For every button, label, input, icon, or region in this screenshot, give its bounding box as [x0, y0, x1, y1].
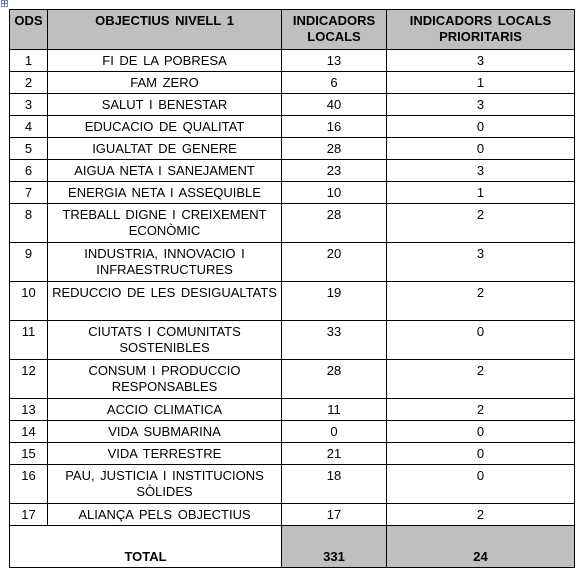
cell-objective: VIDA SUBMARINA: [48, 421, 282, 443]
cell-ods: 4: [10, 116, 48, 138]
cell-ods: 5: [10, 138, 48, 160]
cell-local: 6: [282, 72, 387, 94]
cell-objective: CIUTATS I COMUNITATS SOSTENIBLES: [48, 321, 282, 360]
table-row: [10, 421, 575, 443]
cell-local: 17: [282, 504, 387, 526]
cell-ods: 14: [10, 421, 48, 443]
table-row: [10, 138, 575, 160]
cell-priority: 0: [387, 443, 575, 465]
total-priority: 24: [387, 526, 575, 568]
cell-objective: IGUALTAT DE GENERE: [48, 138, 282, 160]
cell-ods: 6: [10, 160, 48, 182]
cell-priority: 1: [387, 182, 575, 204]
cell-objective: PAU, JUSTICIA I INSTITUCIONS SÒLIDES: [48, 465, 282, 504]
total-row: [10, 526, 575, 568]
header-local-indicators: INDICADORS LOCALS: [282, 10, 387, 50]
cell-local: 23: [282, 160, 387, 182]
cell-ods: 16: [10, 465, 48, 504]
cell-objective: VIDA TERRESTRE: [48, 443, 282, 465]
cell-priority: 2: [387, 282, 575, 321]
cell-objective: ACCIO CLIMATICA: [48, 399, 282, 421]
table-row: [10, 72, 575, 94]
table-row: [10, 399, 575, 421]
table-row: [10, 116, 575, 138]
cell-priority: 0: [387, 421, 575, 443]
cell-local: 28: [282, 138, 387, 160]
cell-local: 0: [282, 421, 387, 443]
cell-priority: 3: [387, 50, 575, 72]
cell-ods: 9: [10, 243, 48, 282]
cell-objective: ENERGIA NETA I ASSEQUIBLE: [48, 182, 282, 204]
table-row: [10, 182, 575, 204]
cell-priority: 3: [387, 94, 575, 116]
cell-local: 19: [282, 282, 387, 321]
cell-ods: 17: [10, 504, 48, 526]
table-row: [10, 204, 575, 243]
cell-priority: 3: [387, 243, 575, 282]
cell-local: 16: [282, 116, 387, 138]
table-row: [10, 321, 575, 360]
cell-priority: 2: [387, 399, 575, 421]
table-body: [10, 50, 575, 526]
table-row: [10, 50, 575, 72]
cell-local: 10: [282, 182, 387, 204]
cell-priority: 0: [387, 465, 575, 504]
total-label: TOTAL: [10, 526, 282, 568]
table-row: [10, 94, 575, 116]
table-row: [10, 160, 575, 182]
cell-objective: REDUCCIO DE LES DESIGUALTATS: [48, 282, 282, 321]
header-priority-indicators: INDICADORS LOCALS PRIORITARIS: [387, 10, 575, 50]
header-objective: OBJECTIUS NIVELL 1: [48, 10, 282, 50]
cell-ods: 15: [10, 443, 48, 465]
cell-priority: 2: [387, 360, 575, 399]
cell-ods: 2: [10, 72, 48, 94]
cell-objective: INDUSTRIA, INNOVACIO I INFRAESTRUCTURES: [48, 243, 282, 282]
ods-indicators-table: [9, 9, 575, 568]
cell-objective: TREBALL DIGNE I CREIXEMENT ECONÒMIC: [48, 204, 282, 243]
total-local: 331: [282, 526, 387, 568]
cell-objective: ALIANÇA PELS OBJECTIUS: [48, 504, 282, 526]
cell-priority: 3: [387, 160, 575, 182]
cell-local: 18: [282, 465, 387, 504]
cell-priority: 2: [387, 204, 575, 243]
cell-priority: 2: [387, 504, 575, 526]
table-header-row: [10, 10, 575, 50]
table-move-handle-icon[interactable]: [1, 0, 8, 7]
cell-objective: SALUT I BENESTAR: [48, 94, 282, 116]
cell-local: 33: [282, 321, 387, 360]
cell-objective: FI DE LA POBRESA: [48, 50, 282, 72]
cell-objective: CONSUM I PRODUCCIO RESPONSABLES: [48, 360, 282, 399]
cell-ods: 7: [10, 182, 48, 204]
cell-ods: 10: [10, 282, 48, 321]
table-row: [10, 360, 575, 399]
cell-local: 11: [282, 399, 387, 421]
cell-priority: 0: [387, 321, 575, 360]
cell-ods: 3: [10, 94, 48, 116]
cell-objective: AIGUA NETA I SANEJAMENT: [48, 160, 282, 182]
cell-ods: 12: [10, 360, 48, 399]
cell-local: 40: [282, 94, 387, 116]
table-row: [10, 504, 575, 526]
cell-ods: 11: [10, 321, 48, 360]
cell-local: 21: [282, 443, 387, 465]
cell-objective: FAM ZERO: [48, 72, 282, 94]
cell-local: 20: [282, 243, 387, 282]
table-row: [10, 243, 575, 282]
cell-ods: 1: [10, 50, 48, 72]
cell-priority: 1: [387, 72, 575, 94]
cell-ods: 13: [10, 399, 48, 421]
cell-local: 28: [282, 360, 387, 399]
cell-objective: EDUCACIO DE QUALITAT: [48, 116, 282, 138]
cell-local: 28: [282, 204, 387, 243]
cell-ods: 8: [10, 204, 48, 243]
table-row: [10, 282, 575, 321]
table-row: [10, 465, 575, 504]
cell-local: 13: [282, 50, 387, 72]
cell-priority: 0: [387, 138, 575, 160]
table-row: [10, 443, 575, 465]
header-ods: ODS: [10, 10, 48, 50]
cell-priority: 0: [387, 116, 575, 138]
